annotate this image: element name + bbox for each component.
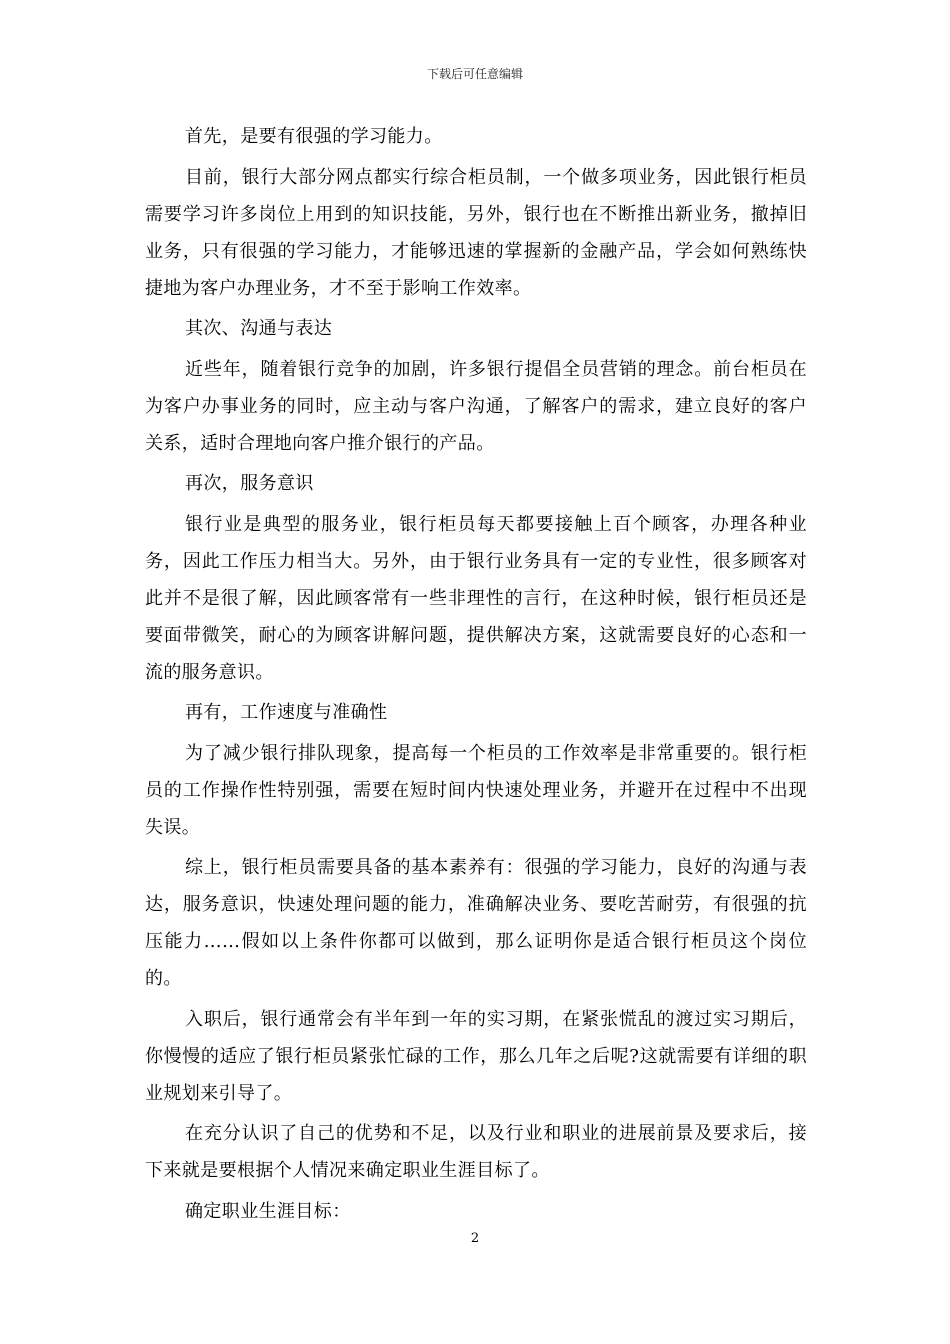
paragraph-speed-accuracy: 为了减少银行排队现象，提高每一个柜员的工作效率是非常重要的。银行柜员的工作操作性特别强，需要在短时间内快速处理业务，并避开在过程中不出现失误。	[145, 742, 807, 838]
paragraph-communication: 近些年，随着银行竞争的加剧，许多银行提倡全员营销的理念。前台柜员在为客户办事业务的同时，应主动与客户沟通，了解客户的需求，建立良好的客户关系，适时合理地向客户推介银行的产品。	[145, 358, 807, 454]
heading-career-goal: 确定职业生涯目标：	[185, 1200, 351, 1222]
page-number: 2	[470, 1231, 480, 1246]
paragraph-after-onboarding: 入职后，银行通常会有半年到一年的实习期，在紧张慌乱的渡过实习期后，你慢慢的适应了银行柜员紧张忙碌的工作，那么几年之后呢?这就需要有详细的职业规划来引导了。	[145, 1008, 807, 1104]
paragraph-service-awareness: 银行业是典型的服务业，银行柜员每天都要接触上百个顾客，办理各种业务，因此工作压力相当大。另外，由于银行业务具有一定的专业性，很多顾客对此并不是很了解，因此顾客常有一些非理性的言行，在这种时候，银行柜员还是要面带微笑，耐心的为顾客讲解问题，提供解决方案，这就需要良好的心态和一流的服务意识。	[145, 513, 807, 683]
page-header: 下载后可任意编辑	[426, 67, 523, 81]
heading-service-awareness: 再次，服务意识	[185, 473, 314, 494]
paragraph-career-goal-intro: 在充分认识了自己的优势和不足，以及行业和职业的进展前景及要求后，接下来就是要根据个人情况来确定职业生涯目标了。	[145, 1123, 807, 1181]
heading-learning-ability: 首先，是要有很强的学习能力。	[185, 126, 443, 147]
paragraph-summary: 综上，银行柜员需要具备的基本素养有：很强的学习能力，良好的沟通与表达，服务意识，快速处理问题的能力，准确解决业务、要吃苦耐劳，有很强的抗压能力……假如以上条件你都可以做到，那么证明你是适合银行柜员这个岗位的。	[145, 857, 807, 989]
heading-speed-accuracy: 再有，工作速度与准确性	[185, 702, 388, 723]
paragraph-learning-ability: 目前，银行大部分网点都实行综合柜员制，一个做多项业务，因此银行柜员需要学习许多岗位上用到的知识技能，另外，银行也在不断推出新业务，撤掉旧业务，只有很强的学习能力，才能够迅速的掌握新的金融产品，学会如何熟练快捷地为客户办理业务，才不至于影响工作效率。	[145, 166, 807, 299]
document-body	[145, 118, 807, 1233]
heading-communication: 其次、沟通与表达	[185, 318, 333, 339]
